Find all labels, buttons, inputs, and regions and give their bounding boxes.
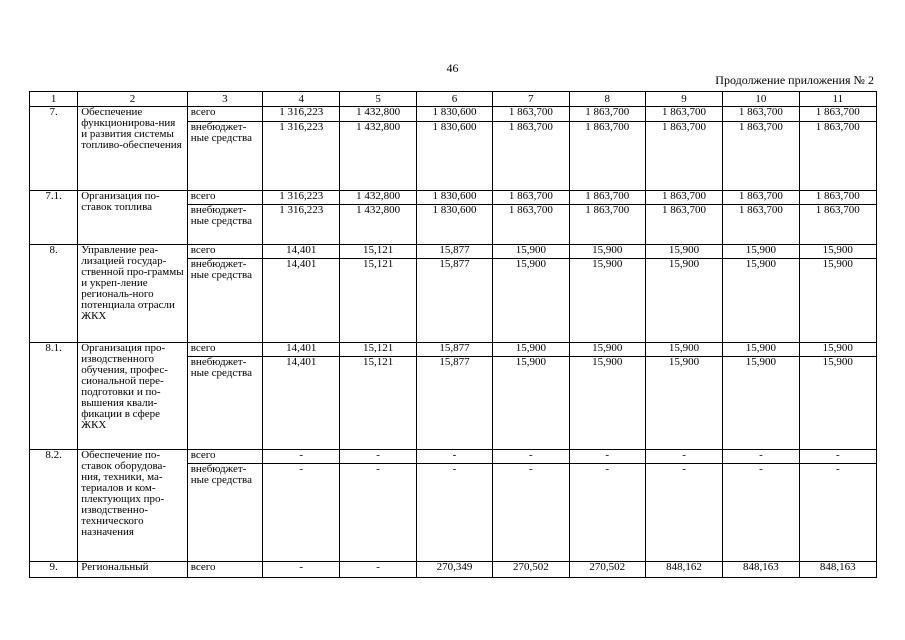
value-cell: 15,900: [493, 245, 569, 259]
value-cell: -: [569, 450, 645, 464]
value-cell: 1 863,700: [799, 191, 876, 205]
column-header: 8: [569, 92, 645, 107]
appendix-table: [29, 91, 877, 578]
value-cell: 1 432,800: [340, 191, 416, 205]
row-name: Управление реа-лизацией государ-ственной про-граммы и укреп-ление региональ-ного потенциала отрасли ЖКХ: [78, 245, 188, 343]
value-cell: 270,349: [416, 562, 492, 578]
value-cell: 1 863,700: [723, 191, 799, 205]
value-cell: 15,877: [416, 259, 492, 343]
funding-source: внебюджет-ные средства: [187, 357, 262, 450]
value-cell: -: [723, 464, 799, 562]
row-number: 7.1.: [30, 191, 78, 245]
value-cell: -: [493, 450, 569, 464]
row-name: Организация про-изводственного обучения, профес-сиональной пере-подготовки и по-вышения квали-фикации в сфере ЖКХ: [78, 343, 188, 450]
value-cell: 15,900: [799, 245, 876, 259]
value-cell: 15,900: [569, 343, 645, 357]
row-name: Региональный: [78, 562, 188, 578]
value-cell: 1 830,600: [416, 107, 492, 122]
value-cell: 1 863,700: [723, 205, 799, 245]
column-header: 3: [187, 92, 262, 107]
column-header: 4: [263, 92, 340, 107]
value-cell: -: [263, 450, 340, 464]
value-cell: 270,502: [569, 562, 645, 578]
continuation-caption: Продолжение приложения № 2: [715, 73, 874, 87]
value-cell: 15,900: [799, 357, 876, 450]
value-cell: 15,900: [723, 357, 799, 450]
table-row: [30, 245, 877, 259]
value-cell: 15,900: [799, 259, 876, 343]
value-cell: 15,900: [645, 245, 722, 259]
value-cell: -: [645, 464, 722, 562]
value-cell: 15,877: [416, 357, 492, 450]
value-cell: 15,900: [569, 357, 645, 450]
row-number: 9.: [30, 562, 78, 578]
value-cell: 15,900: [493, 259, 569, 343]
value-cell: 15,877: [416, 245, 492, 259]
value-cell: 15,900: [645, 259, 722, 343]
column-header: 7: [493, 92, 569, 107]
value-cell: 15,877: [416, 343, 492, 357]
funding-source: внебюджет-ные средства: [187, 122, 262, 191]
value-cell: 1 863,700: [493, 122, 569, 191]
row-name: Обеспечение по-ставок оборудова-ния, техники, ма-териалов и ком-плектующих про-изводственно-технического назначения: [78, 450, 188, 562]
value-cell: 15,900: [645, 343, 722, 357]
column-header: 10: [723, 92, 799, 107]
column-header: 9: [645, 92, 722, 107]
value-cell: 1 863,700: [569, 107, 645, 122]
funding-source: всего: [187, 562, 262, 578]
funding-source: внебюджет-ные средства: [187, 259, 262, 343]
funding-source: внебюджет-ные средства: [187, 205, 262, 245]
value-cell: -: [723, 450, 799, 464]
value-cell: 15,900: [723, 245, 799, 259]
value-cell: -: [569, 464, 645, 562]
value-cell: 15,900: [723, 259, 799, 343]
value-cell: 1 863,700: [493, 205, 569, 245]
value-cell: -: [416, 464, 492, 562]
value-cell: 1 863,700: [493, 107, 569, 122]
page-number: 46: [446, 61, 459, 75]
value-cell: 1 316,223: [263, 191, 340, 205]
column-header: 6: [416, 92, 492, 107]
value-cell: 270,502: [493, 562, 569, 578]
value-cell: -: [799, 450, 876, 464]
value-cell: 1 863,700: [799, 107, 876, 122]
header-row: [30, 92, 877, 107]
table-row: [30, 450, 877, 464]
value-cell: 1 863,700: [645, 191, 722, 205]
row-number: 8.2.: [30, 450, 78, 562]
value-cell: 1 863,700: [645, 205, 722, 245]
value-cell: 15,121: [340, 245, 416, 259]
value-cell: 15,900: [645, 357, 722, 450]
value-cell: 1 863,700: [799, 122, 876, 191]
table-row: [30, 562, 877, 578]
row-number: 7.: [30, 107, 78, 191]
value-cell: 15,900: [569, 259, 645, 343]
row-number: 8.1.: [30, 343, 78, 450]
funding-source: всего: [187, 191, 262, 205]
row-name: Организация по-ставок топлива: [78, 191, 188, 245]
funding-source: всего: [187, 245, 262, 259]
value-cell: 1 863,700: [645, 107, 722, 122]
value-cell: 1 830,600: [416, 191, 492, 205]
value-cell: 1 432,800: [340, 205, 416, 245]
value-cell: 1 863,700: [799, 205, 876, 245]
value-cell: 1 863,700: [723, 122, 799, 191]
value-cell: -: [416, 450, 492, 464]
value-cell: 848,163: [799, 562, 876, 578]
table-row: [30, 191, 877, 205]
value-cell: 14,401: [263, 245, 340, 259]
funding-source: всего: [187, 343, 262, 357]
value-cell: 1 863,700: [569, 205, 645, 245]
value-cell: -: [645, 450, 722, 464]
value-cell: 14,401: [263, 357, 340, 450]
funding-source: всего: [187, 450, 262, 464]
value-cell: -: [493, 464, 569, 562]
value-cell: -: [799, 464, 876, 562]
value-cell: 15,900: [493, 343, 569, 357]
value-cell: 15,121: [340, 259, 416, 343]
value-cell: 15,900: [493, 357, 569, 450]
value-cell: 1 863,700: [645, 122, 722, 191]
value-cell: 15,900: [569, 245, 645, 259]
value-cell: -: [340, 450, 416, 464]
value-cell: -: [340, 562, 416, 578]
row-name: Обеспечение функционирова-ния и развития системы топливо-обеспечения: [78, 107, 188, 191]
value-cell: -: [263, 464, 340, 562]
column-header: 11: [799, 92, 876, 107]
value-cell: 14,401: [263, 343, 340, 357]
value-cell: 848,163: [723, 562, 799, 578]
value-cell: 1 432,800: [340, 122, 416, 191]
column-header: 1: [30, 92, 78, 107]
value-cell: 1 863,700: [569, 191, 645, 205]
value-cell: 1 316,223: [263, 122, 340, 191]
value-cell: 14,401: [263, 259, 340, 343]
value-cell: 1 863,700: [723, 107, 799, 122]
value-cell: 1 830,600: [416, 205, 492, 245]
value-cell: 15,121: [340, 357, 416, 450]
value-cell: 15,121: [340, 343, 416, 357]
table-row: [30, 343, 877, 357]
table-row: [30, 107, 877, 122]
value-cell: -: [263, 562, 340, 578]
value-cell: 1 863,700: [569, 122, 645, 191]
row-number: 8.: [30, 245, 78, 343]
column-header: 5: [340, 92, 416, 107]
value-cell: 1 432,800: [340, 107, 416, 122]
funding-source: внебюджет-ные средства: [187, 464, 262, 562]
value-cell: 1 830,600: [416, 122, 492, 191]
value-cell: 15,900: [723, 343, 799, 357]
value-cell: 848,162: [645, 562, 722, 578]
funding-source: всего: [187, 107, 262, 122]
column-header: 2: [78, 92, 188, 107]
value-cell: 15,900: [799, 343, 876, 357]
value-cell: 1 863,700: [493, 191, 569, 205]
value-cell: 1 316,223: [263, 205, 340, 245]
value-cell: -: [340, 464, 416, 562]
value-cell: 1 316,223: [263, 107, 340, 122]
